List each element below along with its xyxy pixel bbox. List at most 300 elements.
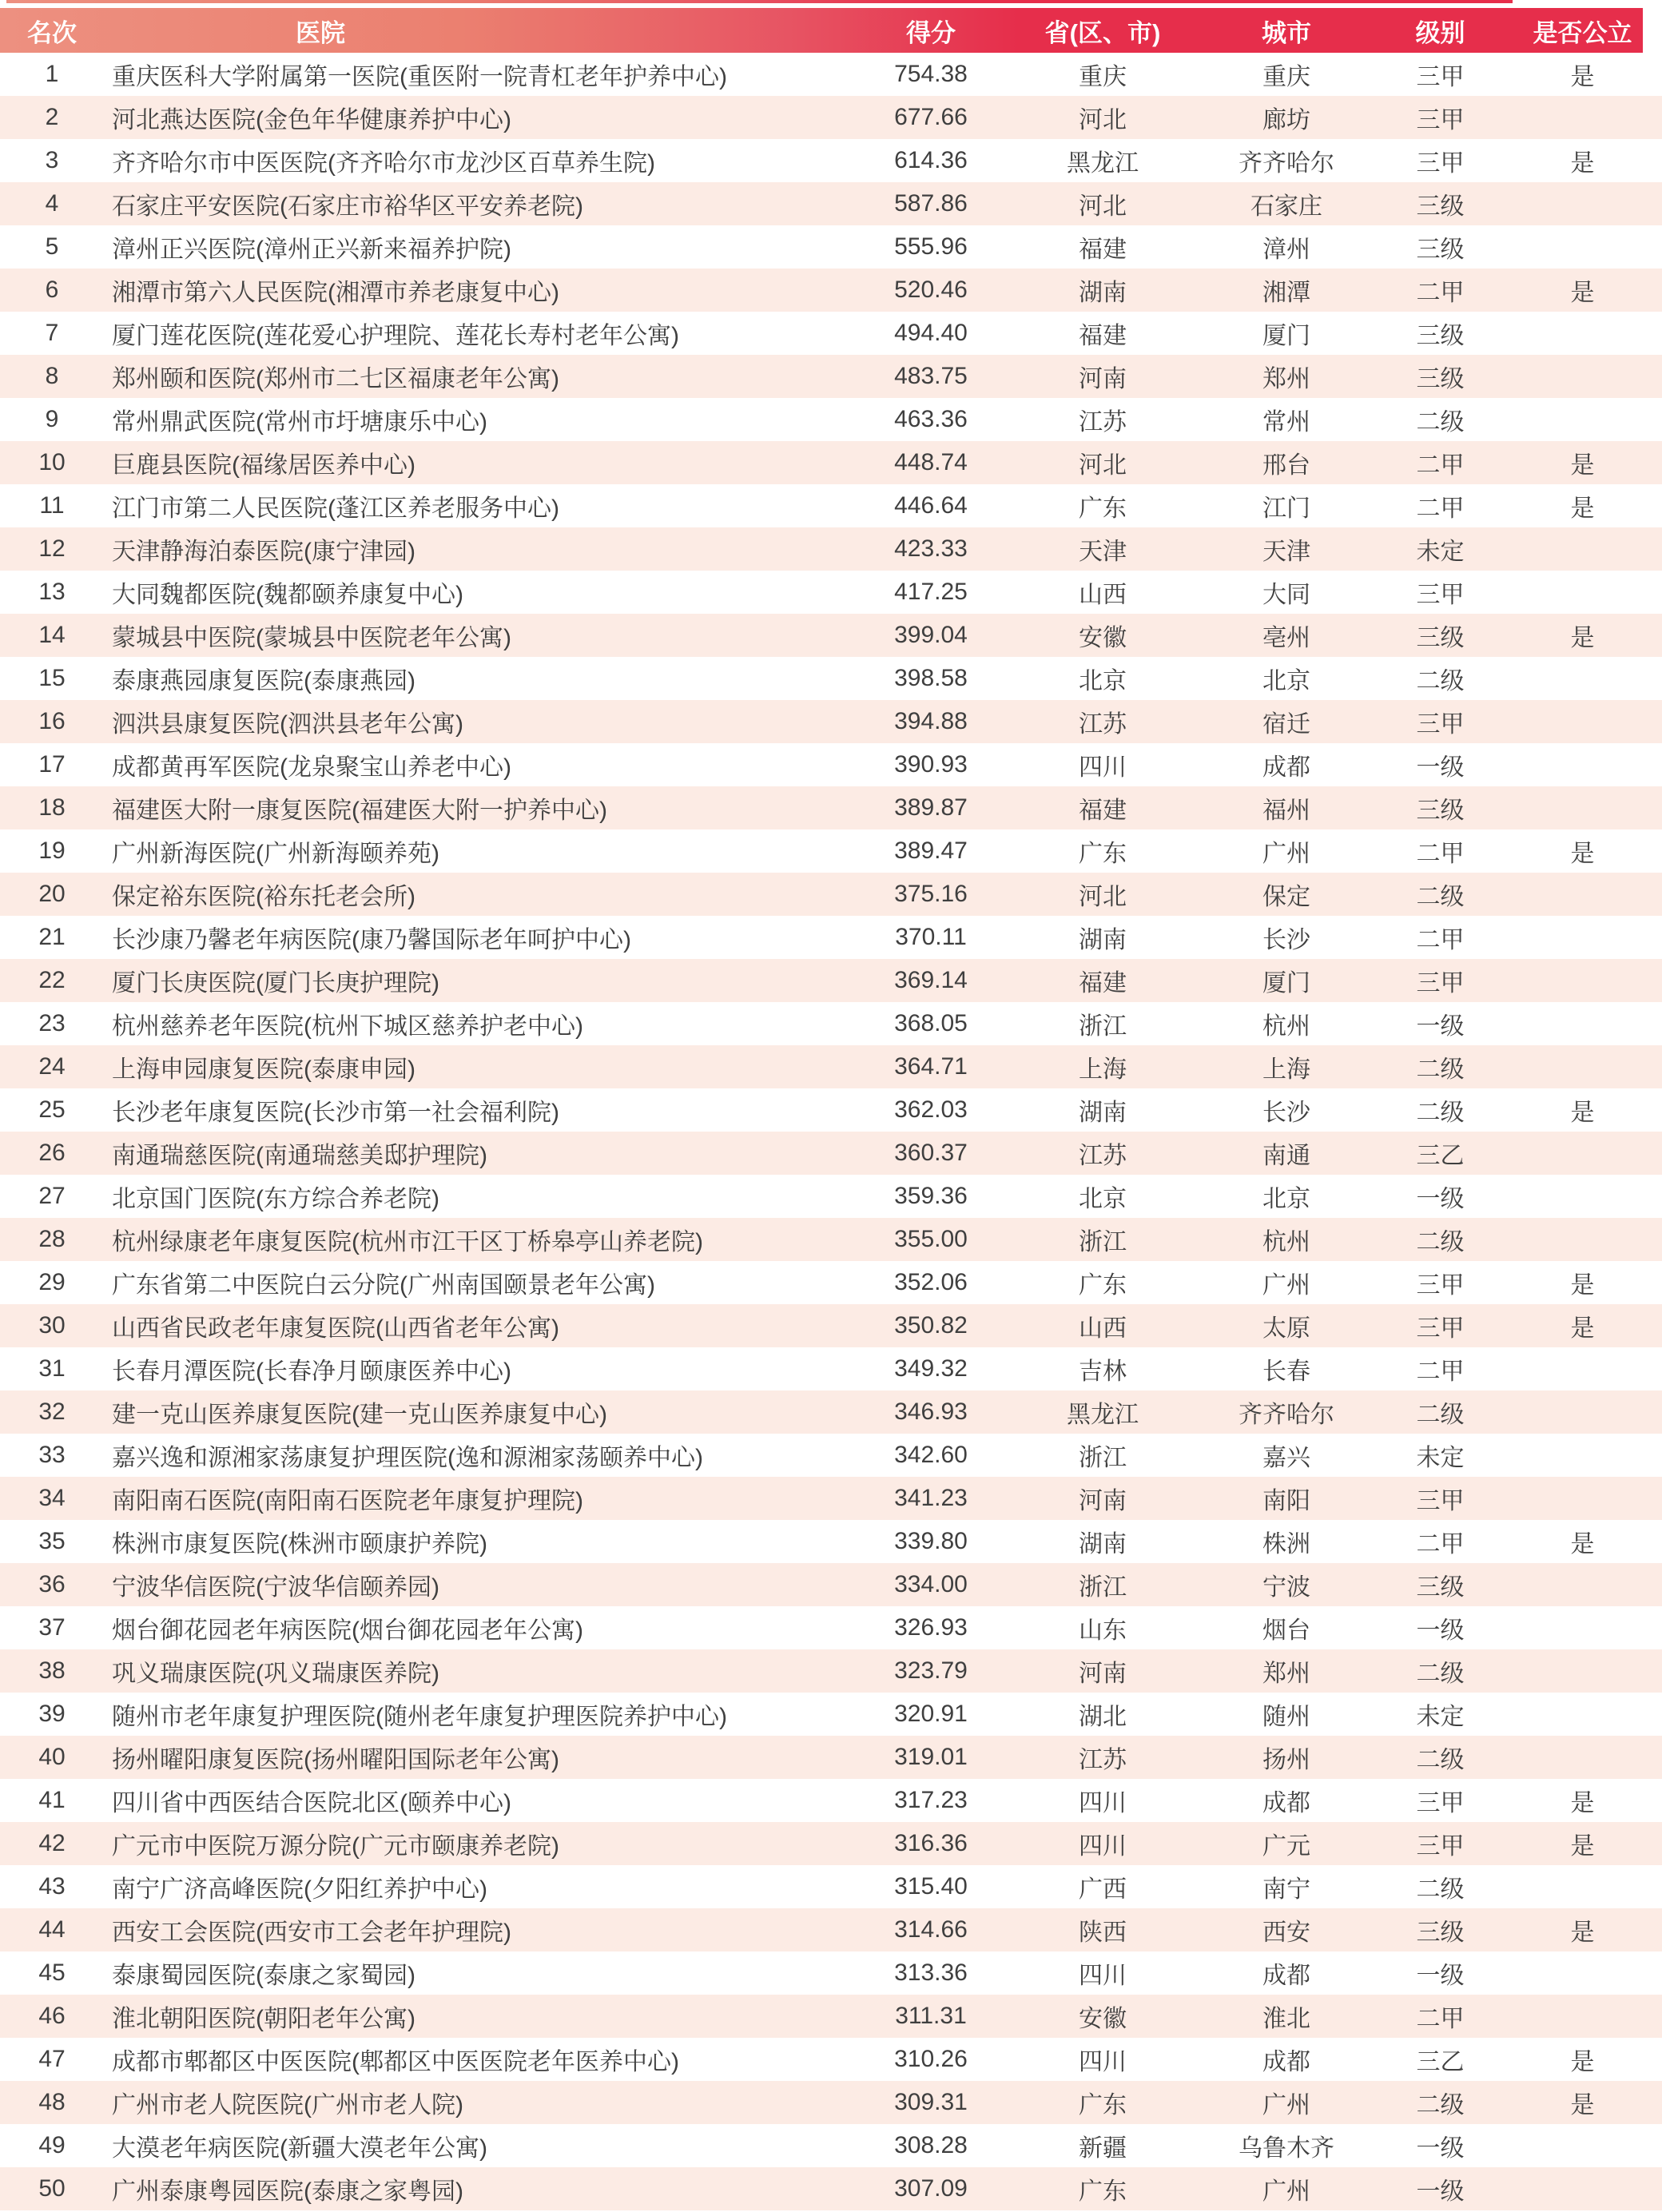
cell-rank: 4	[45, 190, 59, 217]
cell-city: 湘潭	[1262, 280, 1310, 306]
hospital-ranking-table	[0, 8, 1662, 2210]
cell-rank: 17	[38, 751, 66, 778]
column-header-public: 是否公立	[1533, 18, 1632, 47]
cell-province: 黑龙江	[1067, 1402, 1139, 1428]
cell-rank: 1	[45, 61, 59, 87]
cell-hospital: 厦门长庚医院(厦门长庚护理院)	[112, 970, 439, 997]
cell-hospital: 建一克山医养康复医院(建一克山医养康复中心)	[112, 1402, 607, 1428]
cell-hospital: 南通瑞慈医院(南通瑞慈美邸护理院)	[112, 1143, 487, 1169]
cell-province: 河南	[1079, 1488, 1127, 1514]
cell-city: 南宁	[1262, 1876, 1310, 1903]
cell-level: 二甲	[1416, 452, 1465, 479]
table-row	[0, 1736, 1662, 1779]
cell-level: 三级	[1416, 237, 1465, 263]
cell-score: 417.25	[894, 579, 968, 605]
cell-level: 二级	[1416, 2092, 1465, 2119]
cell-rank: 10	[38, 449, 66, 475]
cell-score: 375.16	[894, 881, 968, 907]
table-row	[0, 1908, 1662, 1951]
table-row	[0, 1347, 1662, 1390]
cell-city: 郑州	[1262, 1661, 1310, 1687]
table-row	[0, 1218, 1662, 1261]
cell-province: 广东	[1079, 2092, 1127, 2119]
cell-score: 448.74	[894, 449, 968, 475]
cell-public	[1522, 873, 1643, 916]
cell-score: 319.01	[894, 1744, 968, 1770]
cell-city: 西安	[1262, 1920, 1310, 1946]
table-row	[0, 182, 1662, 225]
table-row	[0, 312, 1662, 355]
cell-rank: 2	[45, 104, 59, 130]
cell-public: 是	[1570, 150, 1595, 177]
cell-level: 二级	[1416, 1402, 1465, 1428]
cell-score: 341.23	[894, 1485, 968, 1511]
cell-public	[1522, 1736, 1643, 1779]
cell-city: 上海	[1262, 1056, 1310, 1083]
column-header-hospital: 医院	[296, 18, 345, 47]
cell-hospital: 杭州慈养老年医院(杭州下城区慈养护老中心)	[112, 1013, 583, 1040]
cell-hospital: 嘉兴逸和源湘家荡康复护理医院(逸和源湘家荡颐养中心)	[112, 1445, 703, 1471]
cell-level: 三甲	[1416, 1790, 1465, 1816]
cell-province: 福建	[1079, 970, 1127, 997]
cell-score: 323.79	[894, 1657, 968, 1684]
cell-city: 福州	[1262, 798, 1310, 824]
cell-rank: 48	[38, 2089, 66, 2115]
cell-city: 长春	[1262, 1359, 1310, 1385]
table-row	[0, 614, 1662, 657]
cell-hospital: 北京国门医院(东方综合养老院)	[112, 1186, 439, 1212]
cell-level: 二甲	[1416, 841, 1465, 867]
cell-province: 安徽	[1079, 625, 1127, 651]
table-row	[0, 1261, 1662, 1304]
cell-hospital: 烟台御花园老年病医院(烟台御花园老年公寓)	[112, 1617, 583, 1644]
cell-hospital: 天津静海泊泰医院(康宁津园)	[112, 539, 416, 565]
cell-public	[1522, 1218, 1643, 1261]
cell-hospital: 泰康燕园康复医院(泰康燕园)	[112, 668, 416, 694]
cell-level: 二级	[1416, 1056, 1465, 1083]
cell-province: 上海	[1079, 1056, 1127, 1083]
cell-province: 北京	[1079, 1186, 1127, 1212]
table-row	[0, 139, 1662, 182]
table-row	[0, 1606, 1662, 1649]
cell-city: 保定	[1262, 884, 1310, 910]
cell-public: 是	[1570, 1790, 1595, 1816]
cell-score: 315.40	[894, 1873, 968, 1900]
cell-level: 三甲	[1416, 150, 1465, 177]
cell-score: 317.23	[894, 1787, 968, 1813]
cell-level: 二级	[1416, 409, 1465, 436]
cell-hospital: 巩义瑞康医院(巩义瑞康医养院)	[112, 1661, 439, 1687]
cell-province: 天津	[1079, 539, 1127, 565]
table-row	[0, 484, 1662, 527]
cell-province: 山东	[1079, 1617, 1127, 1644]
cell-city: 广元	[1262, 1833, 1310, 1860]
cell-hospital: 江门市第二人民医院(蓬江区养老服务中心)	[112, 495, 559, 522]
table-row	[0, 96, 1662, 139]
cell-score: 369.14	[894, 967, 968, 993]
table-row	[0, 1822, 1662, 1865]
cell-hospital: 大漠老年病医院(新疆大漠老年公寓)	[112, 2135, 487, 2162]
cell-rank: 29	[38, 1269, 66, 1295]
cell-hospital: 湘潭市第六人民医院(湘潭市养老康复中心)	[112, 280, 559, 306]
cell-level: 一级	[1416, 1617, 1465, 1644]
cell-public: 是	[1570, 1833, 1595, 1860]
table-row	[0, 959, 1662, 1002]
cell-rank: 41	[38, 1787, 66, 1813]
cell-public: 是	[1570, 1272, 1595, 1299]
cell-score: 587.86	[894, 190, 968, 217]
cell-level: 三乙	[1416, 2049, 1465, 2075]
cell-province: 广东	[1079, 2178, 1127, 2205]
cell-public	[1522, 1865, 1643, 1908]
cell-province: 山西	[1079, 1315, 1127, 1342]
cell-province: 浙江	[1079, 1445, 1127, 1471]
cell-province: 湖南	[1079, 927, 1127, 953]
cell-level: 一级	[1416, 1186, 1465, 1212]
column-header-province: 省(区、市)	[1044, 18, 1161, 47]
cell-score: 359.36	[894, 1183, 968, 1209]
cell-public	[1522, 571, 1643, 614]
cell-score: 677.66	[894, 104, 968, 130]
cell-public	[1522, 312, 1643, 355]
cell-hospital: 成都市郫都区中医医院(郫都区中医医院老年医养中心)	[112, 2049, 679, 2075]
top-accent-strip	[6, 0, 1513, 3]
cell-level: 二级	[1416, 1747, 1465, 1773]
cell-level: 三甲	[1416, 711, 1465, 738]
cell-public	[1522, 743, 1643, 786]
cell-province: 北京	[1079, 668, 1127, 694]
cell-level: 三甲	[1416, 107, 1465, 133]
cell-province: 江苏	[1079, 409, 1127, 436]
cell-rank: 5	[45, 233, 59, 260]
cell-score: 370.11	[895, 924, 967, 950]
cell-hospital: 长春月潭医院(长春净月颐康医养中心)	[112, 1359, 511, 1385]
cell-score: 368.05	[894, 1010, 968, 1036]
table-row	[0, 2167, 1662, 2210]
cell-public	[1522, 916, 1643, 959]
cell-score: 326.93	[894, 1614, 968, 1641]
cell-city: 扬州	[1262, 1747, 1310, 1773]
cell-score: 389.47	[894, 837, 968, 864]
cell-level: 二甲	[1416, 927, 1465, 953]
cell-level: 二甲	[1416, 1531, 1465, 1558]
cell-public	[1522, 1693, 1643, 1736]
cell-province: 安徽	[1079, 2006, 1127, 2032]
cell-public: 是	[1570, 2049, 1595, 2075]
cell-score: 360.37	[894, 1140, 968, 1166]
cell-level: 未定	[1416, 1704, 1465, 1730]
cell-level: 二级	[1416, 1661, 1465, 1687]
cell-public	[1522, 2167, 1643, 2210]
cell-hospital: 随州市老年康复护理医院(随州老年康复护理医院养护中心)	[112, 1704, 727, 1730]
cell-public	[1522, 1132, 1643, 1175]
cell-rank: 18	[38, 794, 66, 821]
cell-score: 423.33	[894, 535, 968, 562]
cell-city: 嘉兴	[1262, 1445, 1310, 1471]
cell-city: 北京	[1262, 668, 1310, 694]
cell-hospital: 西安工会医院(西安市工会老年护理院)	[112, 1920, 511, 1946]
cell-hospital: 大同魏都医院(魏都颐养康复中心)	[112, 582, 463, 608]
cell-city: 株洲	[1262, 1531, 1310, 1558]
cell-rank: 22	[38, 967, 66, 993]
cell-hospital: 广州泰康粤园医院(泰康之家粤园)	[112, 2178, 463, 2205]
table-row	[0, 1563, 1662, 1606]
cell-province: 四川	[1079, 2049, 1127, 2075]
table-row	[0, 1045, 1662, 1088]
cell-level: 三甲	[1416, 582, 1465, 608]
cell-province: 福建	[1079, 798, 1127, 824]
cell-hospital: 福建医大附一康复医院(福建医大附一护养中心)	[112, 798, 607, 824]
cell-city: 大同	[1262, 582, 1310, 608]
cell-score: 311.31	[895, 2003, 967, 2029]
cell-public	[1522, 355, 1643, 398]
cell-score: 520.46	[894, 276, 968, 303]
cell-score: 494.40	[894, 320, 968, 346]
cell-rank: 24	[38, 1053, 66, 1080]
cell-level: 二甲	[1416, 495, 1465, 522]
cell-rank: 26	[38, 1140, 66, 1166]
cell-rank: 47	[38, 2046, 66, 2072]
table-row	[0, 269, 1662, 312]
cell-hospital: 南宁广济高峰医院(夕阳红养护中心)	[112, 1876, 487, 1903]
cell-province: 江苏	[1079, 711, 1127, 738]
cell-score: 555.96	[894, 233, 968, 260]
table-row	[0, 398, 1662, 441]
cell-rank: 45	[38, 1959, 66, 1986]
table-row	[0, 1434, 1662, 1477]
cell-score: 308.28	[894, 2132, 968, 2158]
cell-hospital: 扬州曜阳康复医院(扬州曜阳国际老年公寓)	[112, 1747, 559, 1773]
cell-province: 福建	[1079, 323, 1127, 349]
column-header-score: 得分	[906, 18, 956, 47]
table-row	[0, 1779, 1662, 1822]
cell-rank: 16	[38, 708, 66, 734]
cell-level: 三级	[1416, 193, 1465, 220]
cell-province: 广西	[1079, 1876, 1127, 1903]
cell-city: 厦门	[1262, 323, 1310, 349]
cell-public: 是	[1570, 64, 1595, 90]
cell-province: 陕西	[1079, 1920, 1127, 1946]
cell-city: 石家庄	[1250, 193, 1322, 220]
cell-rank: 50	[38, 2175, 66, 2202]
cell-province: 山西	[1079, 582, 1127, 608]
cell-rank: 35	[38, 1528, 66, 1554]
cell-rank: 7	[45, 320, 59, 346]
cell-public	[1522, 1649, 1643, 1693]
cell-rank: 28	[38, 1226, 66, 1252]
cell-province: 湖南	[1079, 1531, 1127, 1558]
cell-rank: 21	[38, 924, 66, 950]
table-row	[0, 2081, 1662, 2124]
cell-score: 483.75	[894, 363, 968, 389]
cell-city: 杭州	[1262, 1013, 1310, 1040]
table-row	[0, 1002, 1662, 1045]
cell-city: 广州	[1262, 2178, 1310, 2205]
cell-province: 福建	[1079, 237, 1127, 263]
cell-public	[1522, 1995, 1643, 2038]
cell-city: 常州	[1262, 409, 1310, 436]
cell-city: 成都	[1262, 754, 1310, 781]
cell-city: 南通	[1262, 1143, 1310, 1169]
cell-hospital: 常州鼎武医院(常州市圩塘康乐中心)	[112, 409, 487, 436]
cell-score: 389.87	[894, 794, 968, 821]
cell-hospital: 四川省中西医结合医院北区(颐养中心)	[112, 1790, 511, 1816]
cell-level: 二级	[1416, 668, 1465, 694]
cell-public: 是	[1570, 1315, 1595, 1342]
cell-province: 浙江	[1079, 1013, 1127, 1040]
table-row	[0, 571, 1662, 614]
table-row	[0, 1304, 1662, 1347]
table-row	[0, 743, 1662, 786]
table-row	[0, 1175, 1662, 1218]
cell-rank: 36	[38, 1571, 66, 1597]
table-row	[0, 1693, 1662, 1736]
cell-public	[1522, 527, 1643, 571]
cell-hospital: 长沙老年康复医院(长沙市第一社会福利院)	[112, 1100, 559, 1126]
cell-rank: 25	[38, 1096, 66, 1123]
cell-rank: 27	[38, 1183, 66, 1209]
cell-score: 346.93	[894, 1398, 968, 1425]
cell-public: 是	[1570, 1100, 1595, 1126]
cell-hospital: 郑州颐和医院(郑州市二七区福康老年公寓)	[112, 366, 559, 392]
cell-city: 杭州	[1262, 1229, 1310, 1255]
cell-hospital: 泰康蜀园医院(泰康之家蜀园)	[112, 1963, 416, 1989]
cell-score: 313.36	[894, 1959, 968, 1986]
cell-province: 广东	[1079, 495, 1127, 522]
cell-city: 太原	[1262, 1315, 1310, 1342]
cell-hospital: 上海申园康复医院(泰康申园)	[112, 1056, 416, 1083]
cell-hospital: 广元市中医院万源分院(广元市颐康养老院)	[112, 1833, 559, 1860]
cell-score: 349.32	[894, 1355, 968, 1382]
cell-level: 二甲	[1416, 1359, 1465, 1385]
cell-public	[1522, 959, 1643, 1002]
cell-public	[1522, 1045, 1643, 1088]
cell-province: 四川	[1079, 1963, 1127, 1989]
table-row	[0, 873, 1662, 916]
cell-city: 江门	[1262, 495, 1310, 522]
cell-province: 广东	[1079, 1272, 1127, 1299]
cell-city: 成都	[1262, 2049, 1310, 2075]
table-row	[0, 1088, 1662, 1132]
cell-province: 重庆	[1079, 64, 1127, 90]
cell-score: 320.91	[894, 1701, 968, 1727]
cell-rank: 9	[45, 406, 59, 432]
cell-score: 352.06	[894, 1269, 968, 1295]
cell-level: 一级	[1416, 754, 1465, 781]
table-row	[0, 441, 1662, 484]
cell-rank: 3	[45, 147, 59, 173]
cell-hospital: 漳州正兴医院(漳州正兴新来福养护院)	[112, 237, 511, 263]
cell-level: 一级	[1416, 2135, 1465, 2162]
column-header-level: 级别	[1415, 18, 1465, 47]
cell-public	[1522, 1347, 1643, 1390]
cell-province: 河南	[1079, 366, 1127, 392]
cell-level: 三甲	[1416, 1315, 1465, 1342]
table-row	[0, 1865, 1662, 1908]
cell-city: 广州	[1262, 1272, 1310, 1299]
cell-hospital: 株洲市康复医院(株洲市颐康护养院)	[112, 1531, 487, 1558]
cell-public	[1522, 1951, 1643, 1995]
cell-level: 二甲	[1416, 280, 1465, 306]
cell-score: 399.04	[894, 622, 968, 648]
cell-province: 河北	[1079, 452, 1127, 479]
cell-hospital: 长沙康乃馨老年病医院(康乃馨国际老年呵护中心)	[112, 927, 631, 953]
cell-public	[1522, 1434, 1643, 1477]
cell-city: 长沙	[1262, 927, 1310, 953]
cell-level: 未定	[1416, 1445, 1465, 1471]
cell-public: 是	[1570, 1531, 1595, 1558]
cell-public: 是	[1570, 2092, 1595, 2119]
cell-city: 宿迁	[1262, 711, 1310, 738]
cell-city: 邢台	[1262, 452, 1310, 479]
cell-level: 一级	[1416, 1013, 1465, 1040]
cell-level: 三甲	[1416, 1272, 1465, 1299]
cell-score: 394.88	[894, 708, 968, 734]
cell-level: 三甲	[1416, 64, 1465, 90]
table-row	[0, 700, 1662, 743]
cell-hospital: 广东省第二中医院白云分院(广州南国颐景老年公寓)	[112, 1272, 655, 1299]
table-header-row	[0, 8, 1643, 53]
column-header-city: 城市	[1262, 18, 1311, 47]
cell-public	[1522, 1390, 1643, 1434]
cell-rank: 49	[38, 2132, 66, 2158]
cell-hospital: 山西省民政老年康复医院(山西省老年公寓)	[112, 1315, 559, 1342]
cell-score: 310.26	[894, 2046, 968, 2072]
cell-level: 二级	[1416, 1229, 1465, 1255]
cell-hospital: 南阳南石医院(南阳南石医院老年康复护理院)	[112, 1488, 583, 1514]
cell-score: 314.66	[894, 1916, 968, 1943]
cell-level: 未定	[1416, 539, 1465, 565]
cell-level: 三甲	[1416, 1833, 1465, 1860]
cell-rank: 40	[38, 1744, 66, 1770]
cell-rank: 44	[38, 1916, 66, 1943]
table-row	[0, 1951, 1662, 1995]
cell-city: 乌鲁木齐	[1239, 2135, 1334, 2162]
cell-public	[1522, 398, 1643, 441]
cell-rank: 33	[38, 1442, 66, 1468]
cell-province: 河北	[1079, 884, 1127, 910]
cell-level: 三级	[1416, 625, 1465, 651]
cell-level: 三级	[1416, 1920, 1465, 1946]
cell-city: 随州	[1262, 1704, 1310, 1730]
cell-score: 754.38	[894, 61, 968, 87]
cell-hospital: 成都黄再军医院(龙泉聚宝山养老中心)	[112, 754, 511, 781]
cell-score: 316.36	[894, 1830, 968, 1856]
cell-public	[1522, 96, 1643, 139]
cell-level: 三级	[1416, 1574, 1465, 1601]
cell-rank: 38	[38, 1657, 66, 1684]
cell-score: 342.60	[894, 1442, 968, 1468]
cell-public: 是	[1570, 841, 1595, 867]
cell-city: 天津	[1262, 539, 1310, 565]
cell-hospital: 杭州绿康老年康复医院(杭州市江干区丁桥皋亭山养老院)	[112, 1229, 703, 1255]
cell-city: 北京	[1262, 1186, 1310, 1212]
cell-city: 成都	[1262, 1790, 1310, 1816]
cell-score: 309.31	[894, 2089, 968, 2115]
cell-score: 446.64	[894, 492, 968, 519]
cell-public	[1522, 786, 1643, 830]
table-row	[0, 916, 1662, 959]
table-row	[0, 527, 1662, 571]
cell-public: 是	[1570, 625, 1595, 651]
cell-province: 河南	[1079, 1661, 1127, 1687]
cell-score: 398.58	[894, 665, 968, 691]
cell-rank: 14	[38, 622, 66, 648]
cell-province: 江苏	[1079, 1747, 1127, 1773]
table-row	[0, 1649, 1662, 1693]
cell-city: 齐齐哈尔	[1239, 150, 1334, 177]
cell-city: 齐齐哈尔	[1239, 1402, 1334, 1428]
